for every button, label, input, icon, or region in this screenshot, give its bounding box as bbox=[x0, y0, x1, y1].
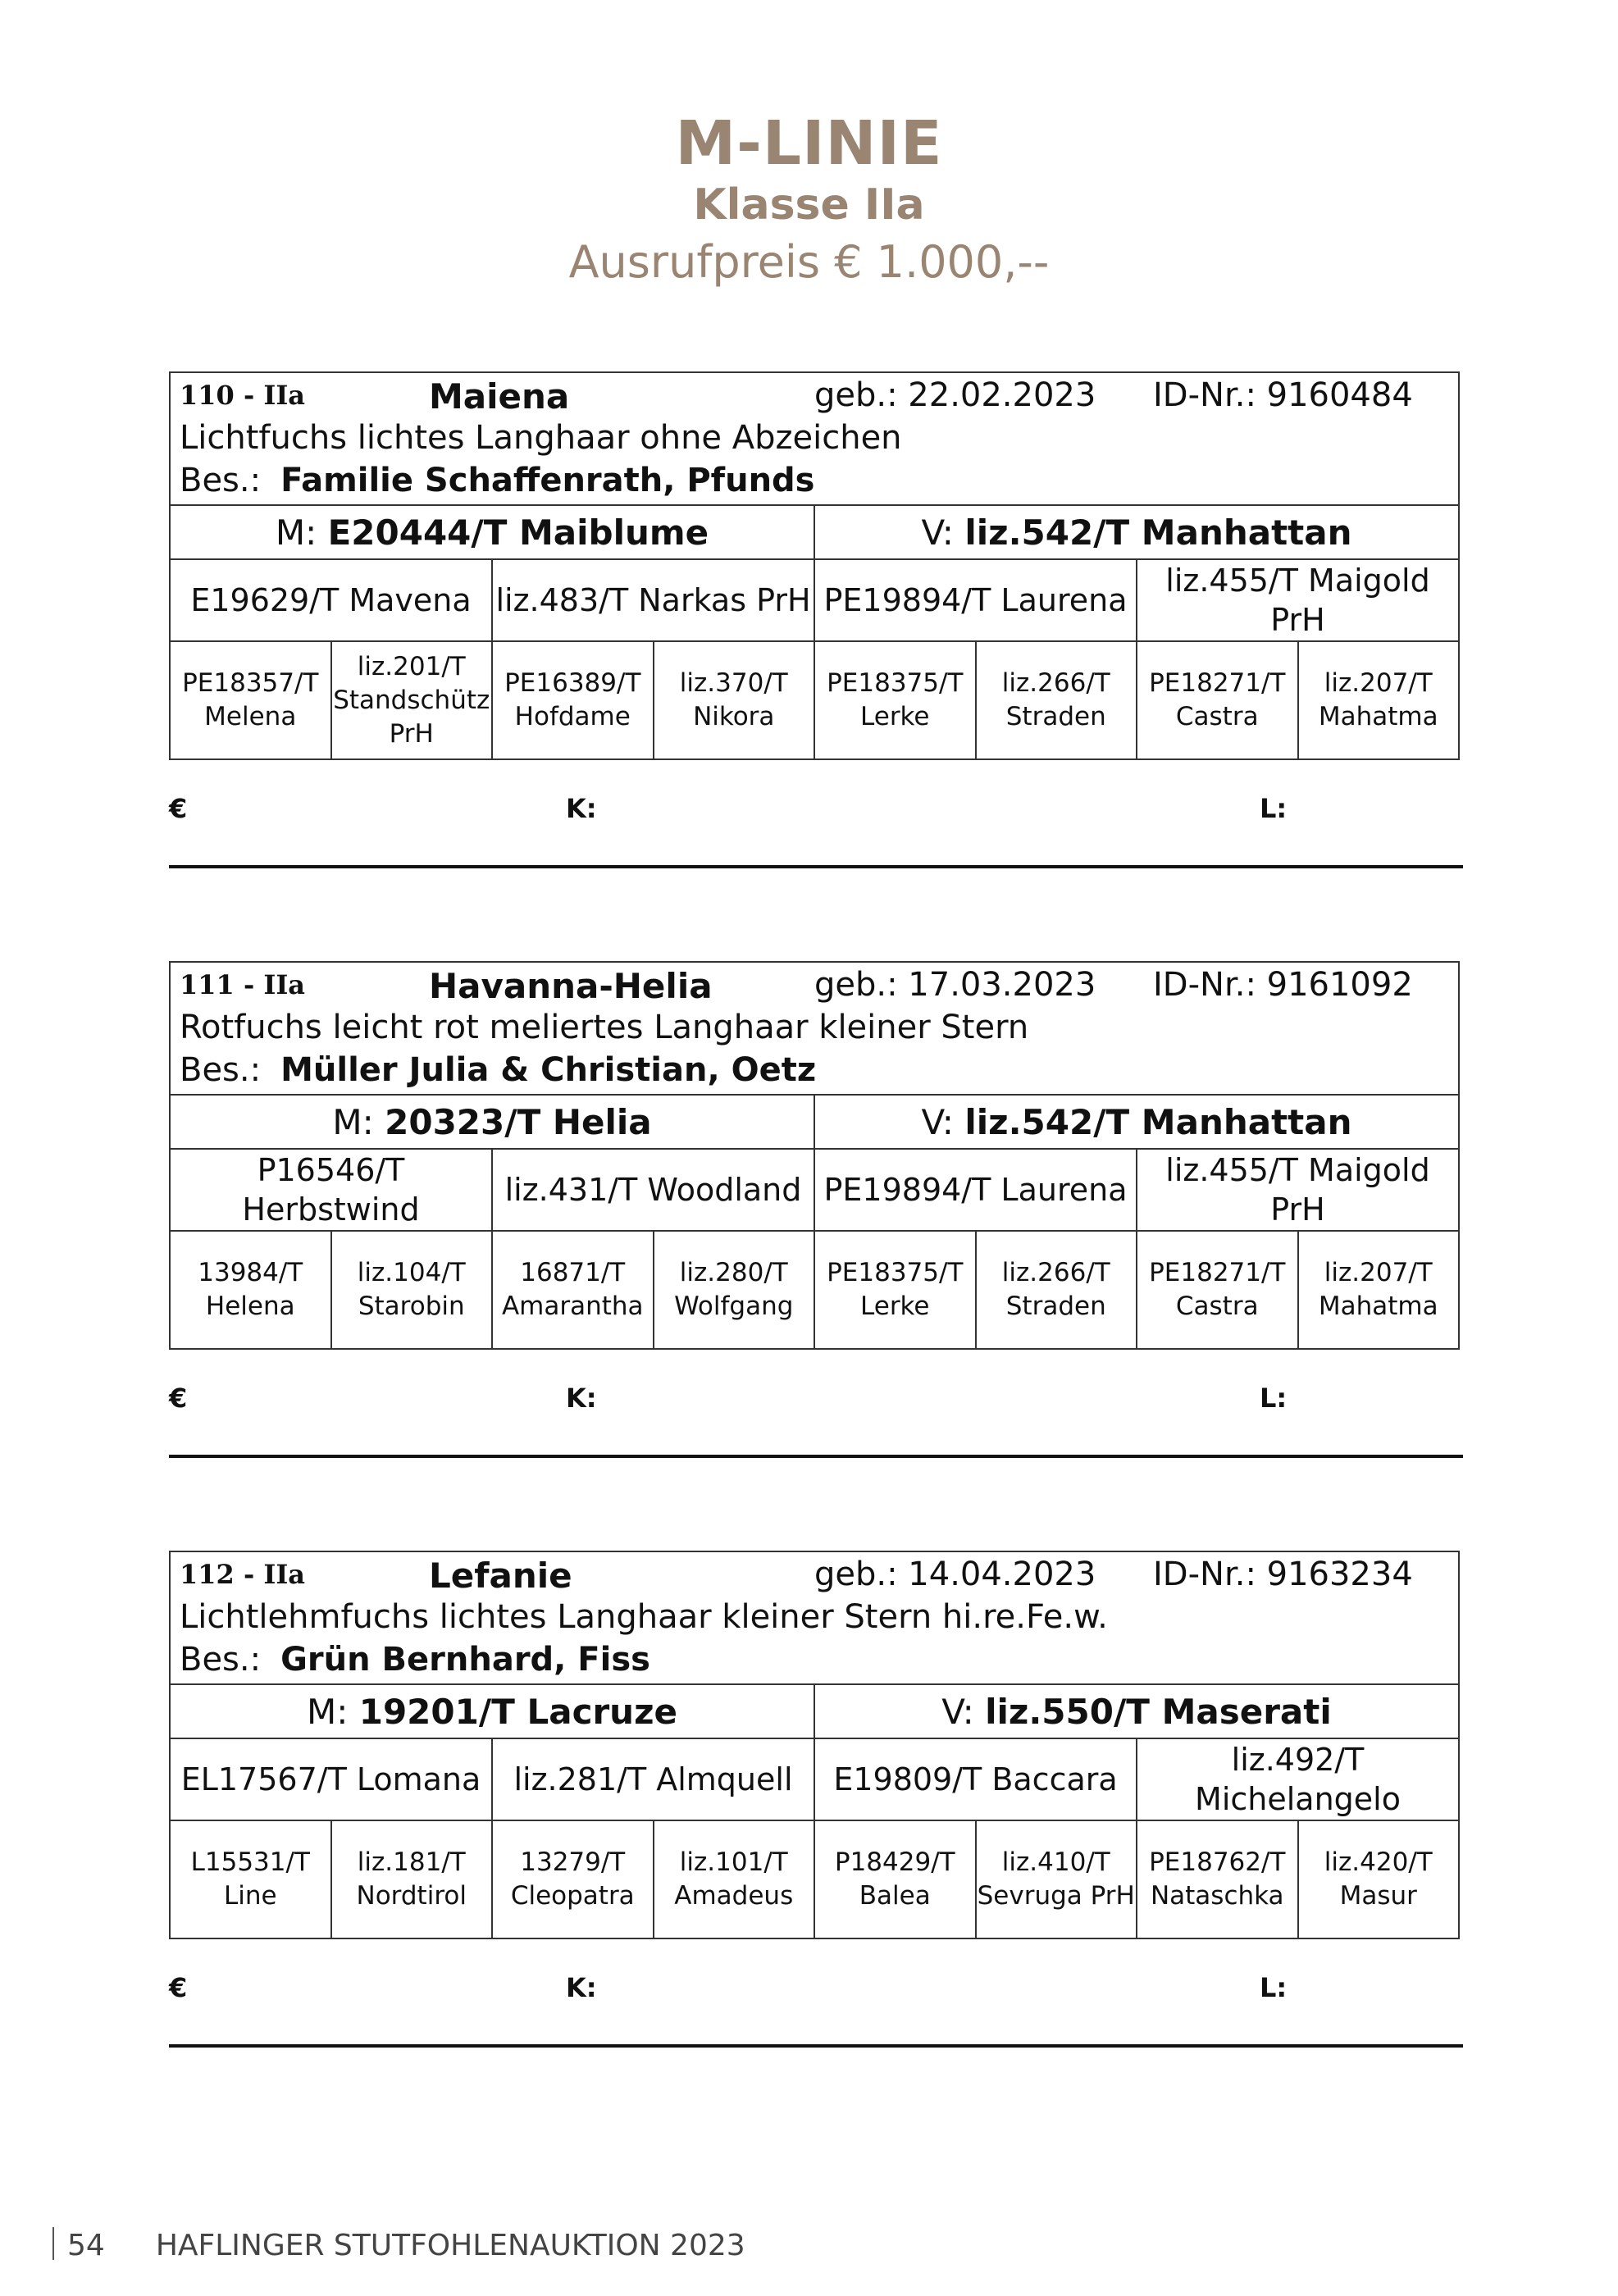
mother-prefix: M: bbox=[332, 1101, 374, 1142]
great-grandparent-cell: L15531/T Line bbox=[171, 1821, 332, 1938]
father-cell bbox=[815, 506, 1458, 558]
grandparent-cell: E19629/T Mavena bbox=[171, 560, 493, 640]
parents-row bbox=[171, 1685, 1458, 1739]
grandparent-cell: liz.492/T Michelangelo bbox=[1195, 1742, 1401, 1817]
grandparents-row bbox=[171, 1739, 1458, 1821]
pedigree-card bbox=[169, 961, 1460, 1350]
great-grandparents-row bbox=[171, 1232, 1458, 1348]
birth-date: geb.: 14.04.2023 bbox=[814, 1556, 1096, 1593]
grandparent-cell: P16546/T Herbstwind bbox=[171, 1150, 493, 1230]
great-grandparent-cell: liz.280/T Wolfgang bbox=[654, 1232, 816, 1348]
page-title: M-LINIE bbox=[675, 108, 943, 179]
footer-title: HAFLINGER STUTFOHLENAUKTION 2023 bbox=[155, 2229, 745, 2262]
grandparent-cell: E19809/T Baccara bbox=[815, 1739, 1137, 1820]
great-grandparent-cell: liz.201/T Standschütz PrH bbox=[332, 642, 494, 758]
great-grandparent-cell: liz.410/T Sevruga PrH bbox=[977, 1821, 1138, 1938]
father-name: liz.542/T Manhattan bbox=[964, 1101, 1352, 1142]
owner-name: Grün Bernhard, Fiss bbox=[280, 1641, 650, 1679]
great-grandparent-cell: P18429/T Balea bbox=[815, 1821, 977, 1938]
great-grandparent-cell: PE18762/T Nataschka bbox=[1137, 1821, 1299, 1938]
grandparent-cell: liz.431/T Woodland bbox=[493, 1150, 815, 1230]
class-subtitle: Klasse IIa bbox=[693, 180, 925, 230]
owner-label: Bes.: bbox=[180, 462, 262, 499]
horse-info bbox=[171, 1552, 1458, 1685]
bid-buyer-label: K: bbox=[566, 1972, 597, 2003]
horse-entry bbox=[169, 1551, 1460, 2048]
grandparents-row bbox=[171, 1150, 1458, 1232]
horse-info bbox=[171, 963, 1458, 1096]
bid-location-label: L: bbox=[1260, 1383, 1288, 1414]
lot-number: 112 - IIa bbox=[180, 1559, 306, 1590]
divider-line bbox=[169, 2044, 1463, 2048]
mother-cell bbox=[171, 1096, 815, 1148]
birth-date: geb.: 17.03.2023 bbox=[814, 966, 1096, 1004]
lot-number: 110 - IIa bbox=[180, 380, 306, 411]
grandparent-cell: liz.483/T Narkas PrH bbox=[493, 560, 815, 640]
great-grandparent-cell: PE18271/T Castra bbox=[1137, 642, 1299, 758]
grandparent-cell: liz.455/T Maigold PrH bbox=[1165, 563, 1430, 638]
starting-price: Ausrufpreis € 1.000,-- bbox=[568, 236, 1050, 288]
owner-label: Bes.: bbox=[180, 1641, 262, 1679]
great-grandparent-cell: PE18375/T Lerke bbox=[815, 1232, 977, 1348]
page-number: 54 bbox=[67, 2229, 105, 2262]
lot-number: 111 - IIa bbox=[180, 969, 306, 1000]
id-number: ID-Nr.: 9163234 bbox=[1153, 1556, 1413, 1593]
owner-line bbox=[180, 1051, 816, 1089]
great-grandparent-cell: PE18375/T Lerke bbox=[815, 642, 977, 758]
father-name: liz.542/T Manhattan bbox=[964, 512, 1352, 553]
bid-line bbox=[169, 760, 1460, 834]
great-grandparents-row bbox=[171, 1821, 1458, 1938]
pedigree-card bbox=[169, 371, 1460, 760]
horse-name: Havanna-Helia bbox=[429, 966, 713, 1006]
bid-line bbox=[169, 1350, 1460, 1424]
owner-line bbox=[180, 462, 814, 499]
bid-location-label: L: bbox=[1260, 793, 1288, 824]
bid-buyer-label: K: bbox=[566, 793, 597, 824]
pedigree-card bbox=[169, 1551, 1460, 1939]
great-grandparent-cell: PE18271/T Castra bbox=[1137, 1232, 1299, 1348]
birth-date: geb.: 22.02.2023 bbox=[814, 376, 1096, 414]
grandparent-cell: EL17567/T Lomana bbox=[171, 1739, 493, 1820]
divider-line bbox=[169, 865, 1463, 868]
mother-name: E20444/T Maiblume bbox=[327, 512, 709, 553]
grandparent-cell: PE19894/T Laurena bbox=[815, 560, 1137, 640]
father-name: liz.550/T Maserati bbox=[985, 1691, 1332, 1732]
great-grandparent-cell: liz.266/T Straden bbox=[977, 642, 1138, 758]
divider-line bbox=[169, 1455, 1463, 1458]
great-grandparents-row bbox=[171, 642, 1458, 758]
owner-line bbox=[180, 1641, 650, 1679]
horse-name: Maiena bbox=[429, 376, 570, 417]
mother-prefix: M: bbox=[306, 1691, 349, 1732]
id-number: ID-Nr.: 9161092 bbox=[1153, 966, 1413, 1004]
grandparents-row bbox=[171, 560, 1458, 642]
bid-price-label: € bbox=[169, 1383, 188, 1414]
horse-description: Rotfuchs leicht rot meliertes Langhaar kleiner Stern bbox=[180, 1009, 1029, 1046]
parents-row bbox=[171, 506, 1458, 560]
great-grandparent-cell: 13279/T Cleopatra bbox=[493, 1821, 654, 1938]
footer-divider bbox=[52, 2227, 54, 2260]
bid-buyer-label: K: bbox=[566, 1383, 597, 1414]
mother-name: 19201/T Lacruze bbox=[358, 1691, 678, 1732]
horse-entry bbox=[169, 961, 1460, 1458]
mother-cell bbox=[171, 506, 815, 558]
bid-price-label: € bbox=[169, 1972, 188, 2003]
bid-location-label: L: bbox=[1260, 1972, 1288, 2003]
horse-name: Lefanie bbox=[429, 1556, 572, 1596]
grandparent-cell: PE19894/T Laurena bbox=[815, 1150, 1137, 1230]
horse-description: Lichtlehmfuchs lichtes Langhaar kleiner Stern hi.re.Fe.w. bbox=[180, 1598, 1108, 1636]
great-grandparent-cell: liz.370/T Nikora bbox=[654, 642, 816, 758]
father-prefix: V: bbox=[941, 1691, 974, 1732]
mother-name: 20323/T Helia bbox=[385, 1101, 652, 1142]
bid-line bbox=[169, 1939, 1460, 2013]
great-grandparent-cell: 13984/T Helena bbox=[171, 1232, 332, 1348]
great-grandparent-cell: liz.181/T Nordtirol bbox=[332, 1821, 494, 1938]
great-grandparent-cell: liz.420/T Masur bbox=[1324, 1847, 1433, 1911]
owner-name: Familie Schaffenrath, Pfunds bbox=[280, 462, 815, 499]
parents-row bbox=[171, 1096, 1458, 1150]
great-grandparent-cell: 16871/T Amarantha bbox=[493, 1232, 654, 1348]
mother-prefix: M: bbox=[275, 512, 317, 553]
page-footer bbox=[52, 2227, 745, 2262]
father-cell bbox=[815, 1096, 1458, 1148]
father-prefix: V: bbox=[921, 512, 954, 553]
great-grandparent-cell: PE18357/T Melena bbox=[171, 642, 332, 758]
horse-description: Lichtfuchs lichtes Langhaar ohne Abzeichen bbox=[180, 419, 902, 457]
great-grandparent-cell: liz.101/T Amadeus bbox=[654, 1821, 816, 1938]
horse-info bbox=[171, 373, 1458, 506]
owner-label: Bes.: bbox=[180, 1051, 262, 1089]
great-grandparent-cell: liz.207/T Mahatma bbox=[1318, 1258, 1438, 1321]
father-prefix: V: bbox=[921, 1101, 954, 1142]
grandparent-cell: liz.455/T Maigold PrH bbox=[1165, 1152, 1430, 1228]
great-grandparent-cell: liz.207/T Mahatma bbox=[1318, 668, 1438, 731]
id-number: ID-Nr.: 9160484 bbox=[1153, 376, 1413, 414]
great-grandparent-cell: liz.266/T Straden bbox=[977, 1232, 1138, 1348]
father-cell bbox=[815, 1685, 1458, 1738]
grandparent-cell: liz.281/T Almquell bbox=[493, 1739, 815, 1820]
mother-cell bbox=[171, 1685, 815, 1738]
great-grandparent-cell: PE16389/T Hofdame bbox=[493, 642, 654, 758]
owner-name: Müller Julia & Christian, Oetz bbox=[280, 1051, 817, 1089]
great-grandparent-cell: liz.104/T Starobin bbox=[332, 1232, 494, 1348]
horse-entry bbox=[169, 371, 1460, 868]
bid-price-label: € bbox=[169, 793, 188, 824]
